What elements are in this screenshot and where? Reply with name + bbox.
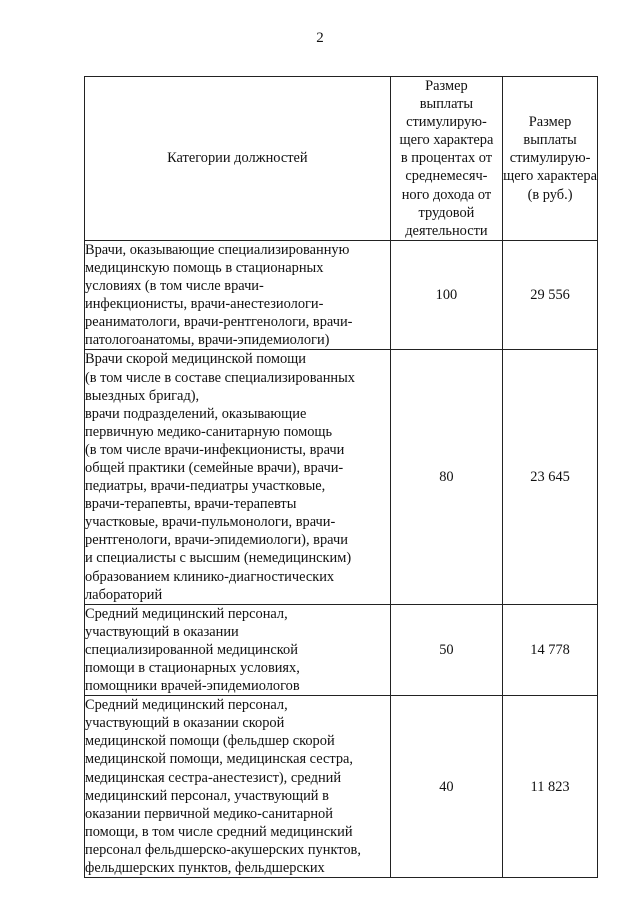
category-line: и специалисты с высшим (немедицинским) bbox=[85, 550, 352, 567]
header-percent-line: среднемесяч- bbox=[405, 168, 488, 185]
percent-cell: 40 bbox=[390, 696, 502, 878]
header-percent-line: выплаты bbox=[419, 96, 474, 113]
category-line: медицинский персонал, участвующий в bbox=[85, 787, 329, 804]
header-rub-line: выплаты bbox=[523, 132, 577, 149]
header-rub-line: щего характера bbox=[503, 168, 597, 185]
category-line: Средний медицинский персонал, bbox=[85, 697, 288, 714]
header-rub bbox=[503, 77, 598, 241]
category-line: персонал фельдшерско-акушерских пунктов, bbox=[85, 841, 361, 858]
header-rub-line: стимулирую- bbox=[509, 150, 591, 167]
category-line: фельдшерских пунктов, фельдшерских bbox=[85, 860, 325, 877]
category-line: медицинской помощи, медицинская сестра, bbox=[85, 751, 354, 768]
rub-cell: 14 778 bbox=[503, 604, 598, 695]
category-line: врачи подразделений, оказывающие bbox=[85, 405, 307, 422]
payment-table bbox=[84, 76, 598, 878]
header-percent bbox=[390, 77, 502, 241]
category-line: педиатры, врачи-педиатры участковые, bbox=[85, 478, 326, 495]
header-rub-line: Размер bbox=[528, 114, 572, 131]
category-line: рентгенологи, врачи-эпидемиологи), врачи bbox=[85, 532, 348, 549]
percent-cell: 100 bbox=[390, 240, 502, 350]
header-percent-line: щего характера bbox=[399, 132, 494, 149]
category-line: медицинской помощи (фельдшер скорой bbox=[85, 733, 335, 750]
header-percent-line: в процентах от bbox=[400, 150, 493, 167]
header-category: Категории должностей bbox=[85, 77, 391, 241]
category-line: патологоанатомы, врачи-эпидемиологи) bbox=[85, 332, 330, 349]
category-line: специализированной медицинской bbox=[85, 641, 298, 658]
category-line: условиях (в том числе врачи- bbox=[85, 278, 264, 295]
rub-cell: 11 823 bbox=[503, 696, 598, 878]
category-line: помощники врачей-эпидемиологов bbox=[85, 678, 300, 695]
category-line: участвующий в оказании скорой bbox=[85, 715, 285, 732]
header-percent-line: стимулирую- bbox=[406, 114, 487, 131]
header-percent-line: ного дохода от bbox=[401, 186, 492, 203]
category-cell bbox=[85, 696, 391, 878]
header-percent-line: трудовой bbox=[418, 204, 475, 221]
category-line: (в том числе в составе специализированных bbox=[85, 369, 355, 386]
category-line: врачи-терапевты, врачи-терапевты bbox=[85, 496, 297, 513]
category-line: (в том числе врачи-инфекционисты, врачи bbox=[85, 441, 345, 458]
category-line: Врачи скорой медицинской помощи bbox=[85, 351, 306, 368]
category-line: Врачи, оказывающие специализированную bbox=[85, 241, 350, 258]
rub-cell: 29 556 bbox=[503, 240, 598, 350]
category-cell bbox=[85, 240, 391, 350]
header-rub-line: (в руб.) bbox=[527, 186, 573, 203]
category-line: участковые, врачи-пульмонологи, врачи- bbox=[85, 514, 336, 531]
category-line: участвующий в оказании bbox=[85, 623, 239, 640]
percent-cell: 50 bbox=[390, 604, 502, 695]
category-line: помощи в стационарных условиях, bbox=[85, 660, 300, 676]
table-row bbox=[85, 604, 598, 695]
category-line: первичную медико-санитарную помощь bbox=[85, 423, 333, 440]
table-row bbox=[85, 350, 598, 604]
rub-cell: 23 645 bbox=[503, 350, 598, 604]
header-percent-line: Размер bbox=[425, 78, 468, 94]
category-line: инфекционисты, врачи-анестезиологи- bbox=[85, 296, 324, 313]
category-line: реаниматологи, врачи-рентгенологи, врачи- bbox=[85, 314, 353, 331]
category-line: медицинскую помощь в стационарных bbox=[85, 259, 324, 276]
category-cell bbox=[85, 604, 391, 695]
category-line: общей практики (семейные врачи), врачи- bbox=[85, 459, 344, 476]
category-line: медицинская сестра-анестезист), средний bbox=[85, 769, 342, 786]
percent-cell: 80 bbox=[390, 350, 502, 604]
category-line: лабораторий bbox=[85, 586, 163, 603]
category-line: оказании первичной медико-санитарной bbox=[85, 805, 333, 822]
category-line: Средний медицинский персонал, bbox=[85, 605, 288, 622]
header-percent-line: деятельности bbox=[405, 222, 488, 239]
table-row bbox=[85, 696, 598, 878]
category-line: образованием клинико-диагностических bbox=[85, 568, 335, 585]
page-number: 2 bbox=[316, 30, 324, 46]
table-row bbox=[85, 240, 598, 350]
category-cell bbox=[85, 350, 391, 604]
table-header-row bbox=[85, 77, 598, 241]
category-line: выездных бригад), bbox=[85, 387, 200, 404]
category-line: помощи, в том числе средний медицинский bbox=[85, 823, 353, 840]
